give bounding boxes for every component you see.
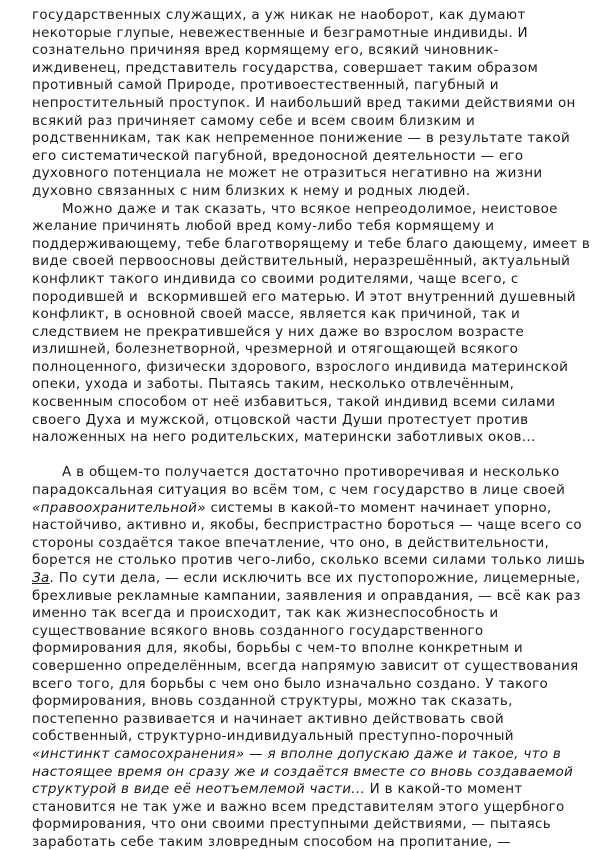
text-line <box>32 183 580 201</box>
text-line <box>32 517 580 535</box>
text-run: породившей и вскормившей его матерью. И этот внутренний душевный <box>32 288 576 305</box>
text-run: А в общем-то получается достаточно противоречивая и несколько <box>62 464 560 481</box>
text-run: собственный, структурно-индивидуальный преступно-порочный <box>32 728 514 745</box>
text-run: родственникам, так как непременное понижение — в результате такой <box>32 130 571 147</box>
text-run: становится не так уже и важно всем представителям этого ущербного <box>32 798 565 815</box>
text-line <box>32 235 591 254</box>
text-run: косвенным способом от неё избавиться, такой индивид всеми силами <box>32 394 556 411</box>
text-run: формирования для, якобы, борьбы с чем-то вполне конкретным и <box>32 640 523 657</box>
text-line <box>32 799 580 817</box>
text-run: поддерживающему, тебе благотворящему и тебе благо дающему, имеет в <box>32 235 591 252</box>
text-run: борется не столько против чего-либо, сколько всеми силами только лишь <box>32 552 586 569</box>
paragraph <box>32 464 586 850</box>
text-line <box>32 605 580 623</box>
text-run: брехливые рекламные кампании, заявления и оправдания, — всё как раз <box>32 587 581 604</box>
text-line <box>32 341 580 359</box>
text-run: всего того, для борьбы с чем оно было изначально создано. У такого <box>32 675 549 692</box>
text-line <box>32 60 580 78</box>
text-line <box>32 201 580 219</box>
text-run: Можно даже и так сказать, что всякое непреодолимое, неистовое <box>62 200 558 217</box>
text-line <box>32 271 580 289</box>
text-run: совершенно определённым, всегда напрямую зависит от существования <box>32 657 579 674</box>
text-run: всякий раз причиняет самому себе и всем своим близким и <box>32 112 476 129</box>
text-run: парадоксальная ситуация во всём том, с чем государство в лице своей <box>32 482 566 499</box>
text-line <box>32 253 580 271</box>
text-line <box>32 289 580 307</box>
text-run: виде своей первоосновы действительный, неразрешённый, актуальный <box>32 253 571 270</box>
text-run: формирования, что они своими преступными действиями, — пытаясь <box>32 816 552 833</box>
text-run: опеки, ухода и заботы. Пытаясь таким, несколько отвлечённым, <box>32 376 515 393</box>
text-run: желание причинять любой вред кому-либо тебя кормящему и <box>32 218 495 235</box>
text-run: «инстинкт самосохранения» — я вполне допускаю даже и такое, что в <box>32 745 562 762</box>
text-line <box>32 482 580 500</box>
text-line <box>32 746 580 764</box>
text-run: государственных служащих, а уж никак не наоборот, как думают <box>32 7 526 23</box>
paragraph <box>32 200 591 447</box>
text-run: структурой в виде её неотъемлемой части... <box>32 781 366 798</box>
text-run: существование всякого вновь созданного государственного <box>32 622 484 639</box>
text-line <box>32 359 580 377</box>
paragraph <box>32 7 580 201</box>
text-run: заработать себе таким зловредным способом на пропитание, — <box>32 833 511 850</box>
text-line <box>32 218 580 236</box>
text-line <box>32 588 580 606</box>
text-line <box>32 464 580 482</box>
text-line <box>32 676 580 694</box>
text-line <box>32 640 580 658</box>
text-run: сознательно причиняя вред кормящему его, всякий чиновник- <box>32 42 499 59</box>
text-line <box>32 834 580 850</box>
text-line <box>32 95 580 113</box>
text-run: духовно связанных с ним близких к нему и родных людей. <box>32 182 471 199</box>
text-line <box>32 816 580 834</box>
text-line <box>32 535 580 553</box>
text-line <box>32 552 586 570</box>
text-run: излишней, болезнетворной, чрезмерной и отягощающей всякого <box>32 341 519 358</box>
text-run: За <box>32 570 50 586</box>
text-run: непростительный проступок. И наибольший вред такими действиями он <box>32 94 576 111</box>
text-run: полноценного, физически здорового, взрослого индивида материнской <box>32 358 569 375</box>
text-run: именно так всегда и происходит, так как жизнеспособность и <box>32 605 499 622</box>
text-run: духовного потенциала не может не отразиться негативно на жизни <box>32 165 543 182</box>
text-line <box>32 113 580 131</box>
text-run: системы в какой-то момент начинает упорно, <box>205 499 552 516</box>
text-run: И в какой-то момент <box>365 781 523 798</box>
text-run: конфликт, в основной своей массе, является как причиной, так и <box>32 306 521 323</box>
text-line <box>32 623 580 641</box>
text-line <box>32 781 580 799</box>
text-line <box>32 25 580 43</box>
text-line <box>32 570 580 588</box>
text-run: его систематической пагубной, вредоносной деятельности — его <box>32 147 524 164</box>
text-line <box>32 658 580 676</box>
text-line <box>32 130 580 148</box>
text-line <box>32 500 580 518</box>
text-run: . По сути дела, — если исключить все их пустопорожние, лицемерные, <box>49 570 581 586</box>
text-run: формирования, вновь созданной структуры, можно так сказать, <box>32 693 513 710</box>
text-line <box>32 728 580 746</box>
text-line <box>32 711 580 729</box>
text-run: противный самой Природе, противоестественный, пагубный и <box>32 77 499 94</box>
text-line <box>32 7 580 25</box>
text-run: стороны создаётся такое впечатление, что оно, в действительности, <box>32 534 550 551</box>
text-run: «правоохранительной» <box>32 499 206 516</box>
text-line <box>32 764 580 782</box>
text-run: своего Духа и мужской, отцовской части Души протестует против <box>32 411 529 428</box>
text-run: настойчиво, активно и, якобы, беспристрастно бороться — чаще всего со <box>32 517 582 534</box>
text-line <box>32 77 580 95</box>
text-run: наложенных на него родительских, матерински заботливых оков... <box>32 429 536 446</box>
text-line <box>32 412 580 430</box>
text-line <box>32 324 580 342</box>
text-line <box>32 306 580 324</box>
text-run: следствием не прекратившейся у них даже во взрослом возрасте <box>32 323 525 340</box>
text-run: настоящее время он сразу же и создаётся вместе со вновь создаваемой <box>32 763 574 780</box>
text-run: некоторые глупые, невежественные и безграмотные индивиды. И <box>32 24 528 41</box>
text-line <box>32 429 580 447</box>
text-line <box>32 165 580 183</box>
text-line <box>32 42 580 60</box>
text-line <box>32 693 580 711</box>
text-line <box>32 148 580 166</box>
text-run: конфликт такого индивида со своими родителями, чаще всего, с <box>32 270 519 287</box>
text-line <box>32 394 580 412</box>
text-run: постепенно развивается и начинает активно действовать свой <box>32 710 504 727</box>
text-line <box>32 376 580 394</box>
text-run: иждивенец, представитель государства, совершает таким образом <box>32 59 539 76</box>
